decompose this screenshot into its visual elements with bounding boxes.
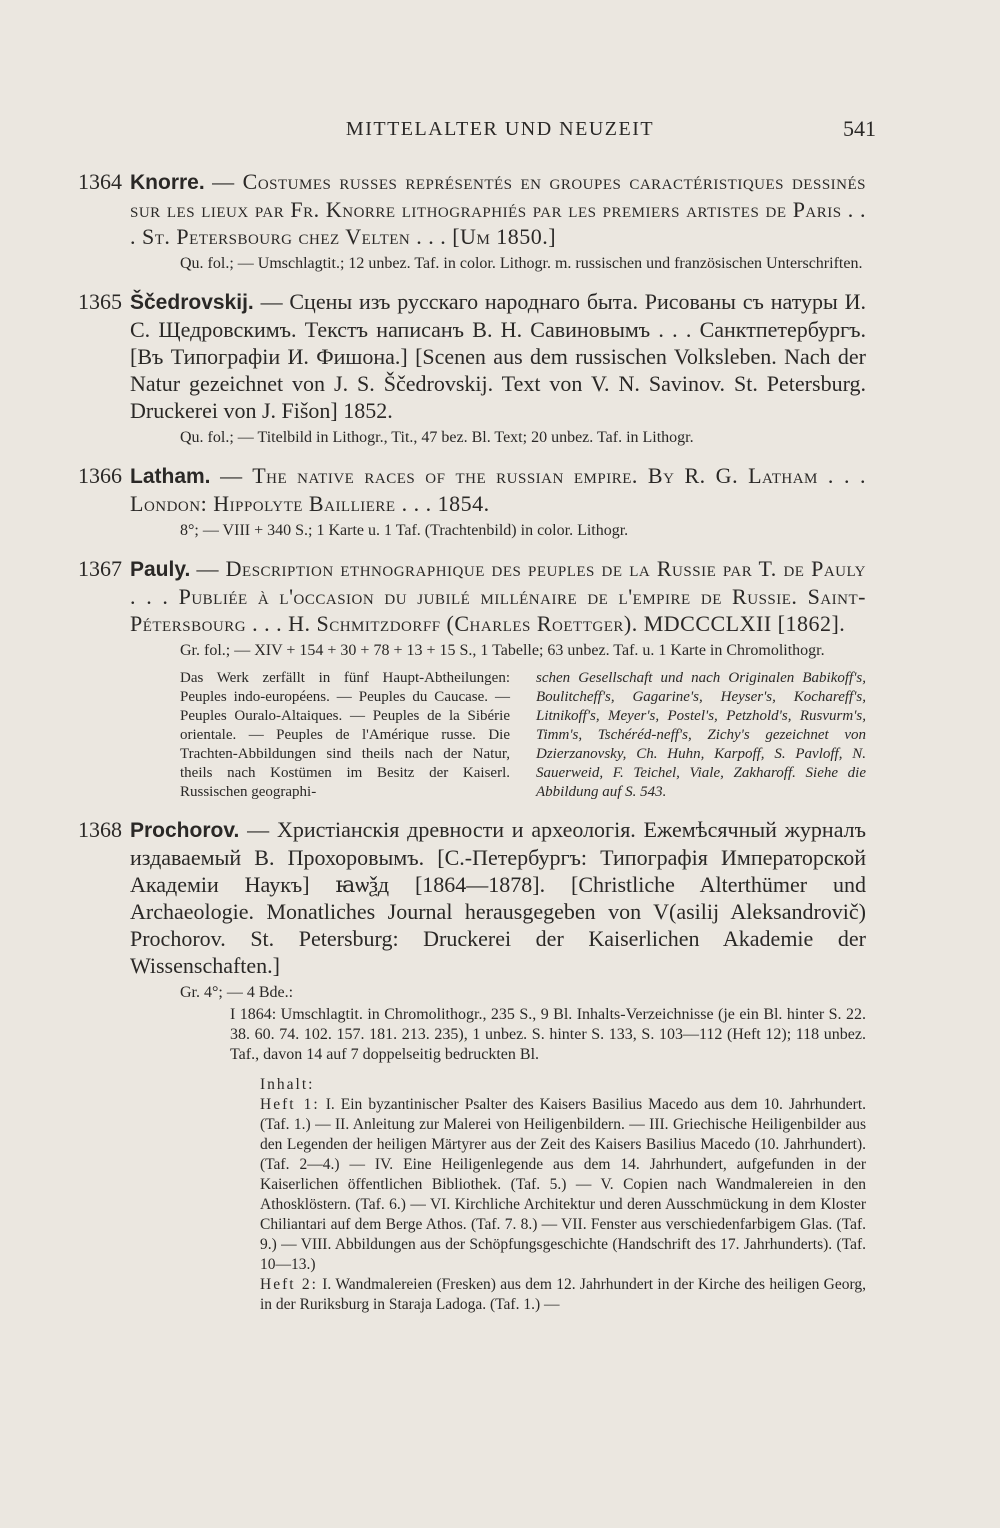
entry-1366	[78, 462, 867, 541]
entry-author: Knorre.	[130, 171, 205, 194]
entry-number: 1367	[78, 556, 122, 581]
heft-label: Heft 1:	[260, 1096, 320, 1113]
heft-contents: I. Wandmalereien (Fresken) aus dem 12. Jahrhundert in der Kirche des heiligen Georg, in der Ruriksburg in Staraja Ladoga. (Taf. 1.) —	[260, 1276, 866, 1313]
entry-author: Pauly.	[130, 558, 191, 581]
entry-heading	[78, 168, 866, 250]
heft-1	[260, 1095, 866, 1275]
entry-description: Qu. fol.; — Umschlagtit.; 12 unbez. Taf. in color. Lithogr. m. russischen und französischen Unterschriften.	[180, 255, 863, 272]
contents-block	[260, 1075, 866, 1315]
entry-description: Qu. fol.; — Titelbild in Lithogr., Tit., 47 bez. Bl. Text; 20 unbez. Taf. in Lithogr.	[180, 429, 694, 446]
entry-author: Latham.	[130, 465, 211, 488]
entry-title: — The native races of the russian empire. By R. G. Latham . . . London: Hippolyte Bailliere . . . 1854.	[130, 463, 867, 516]
entry-author: Ščedrovskij.	[130, 291, 254, 314]
entry-number: 1364	[78, 169, 122, 194]
notes-column-right: schen Gesellschaft und nach Originalen Babikoff's, Boulitcheff's, Gagarine's, Heyser's, Kochareff's, Litnikoff's, Meyer's, Postel's, Petzhold's, Rusvurm's, Timm's, Tschéréd-neff's, Zichy's gezeichnet von Dzierzanovsky, Ch. Huhn, Karpoff, S. Pavloff, N. Sauerweid, F. Teichel, Viale, Zakharoff. Siehe die Abbildung auf S. 543.	[536, 670, 866, 800]
entry-description: 8°; — VIII + 340 S.; 1 Karte u. 1 Taf. (Trachtenbild) in color. Lithogr.	[180, 522, 629, 539]
entry-heading	[78, 462, 867, 517]
heft-2	[260, 1275, 866, 1315]
entry-1364	[78, 168, 866, 274]
entry-1367	[78, 555, 866, 802]
entry-heading	[78, 555, 866, 637]
entry-title: — Христіанскія древности и археологія. Ежемѣсячный журналъ издаваемый В. Прохоровымъ. [С.-Петербургъ: Типографія Императорской Академіи Наукъ] ꙗѡѯд [1864—1878]. [Christliche Alterthümer und Archaeologie. Monatliches Journal herausgegeben von V(asilij Aleksandrovič) Prochorov. St. Petersburg: Druckerei der Kaiserlichen Akademie der Wissenschaften.]	[130, 817, 867, 978]
entry-1368	[78, 816, 867, 1315]
entry-1365	[78, 288, 867, 448]
entry-description: Gr. 4°; — 4 Bde.:	[180, 984, 294, 1001]
page-number: 541	[843, 116, 876, 141]
entry-number: 1365	[78, 289, 122, 314]
volume-line: I 1864: Umschlagtit. in Chromolithogr., 235 S., 9 Bl. Inhalts-Verzeichnisse (je ein Bl. hinter S. 22. 38. 60. 74. 102. 157. 181. 213. 235), 1 unbez. S. hinter S. 133, S. 103—112 (Heft 12); 118 unbez. Taf., davon 14 auf 7 doppelseitig bedruckten Bl.	[230, 1006, 866, 1063]
body-text	[78, 168, 867, 1329]
entry-description: Gr. fol.; — XIV + 154 + 30 + 78 + 13 + 15 S., 1 Tabelle; 63 unbez. Taf. u. 1 Karte in Chromolithogr.	[180, 642, 825, 659]
entry-title: — Costumes russes représentés en groupes caractéristiques dessinés sur les lieux par Fr. Knorre lithographiés par les premiers artistes de Paris . . . St. Petersbourg chez Velten . . . [Um 1850.]	[130, 169, 866, 249]
entry-number: 1368	[78, 817, 122, 842]
entry-heading	[78, 816, 867, 979]
entry-heading	[78, 288, 867, 424]
entry-number: 1366	[78, 463, 122, 488]
notes-column-left: Das Werk zerfällt in fünf Haupt-Abtheilungen: Peuples indo-européens. — Peuples du Caucase. — Peuples Ouralo-Altaiques. — Peuples de la Sibérie orientale. — Peuples de l'Amérique russe. Die Trachten-Abbildungen sind theils nach der Natur, theils nach Kostümen im Besitz der Kaiserl. Russischen geographi-	[180, 670, 510, 800]
contents-label: Inhalt:	[260, 1076, 315, 1093]
entry-author: Prochorov.	[130, 819, 240, 842]
heft-label: Heft 2:	[260, 1276, 318, 1293]
entry-title: — Description ethnographique des peuples de la Russie par T. de Pauly . . . Publiée à l'occasion du jubilé millénaire de l'empire de Russie. Saint-Pétersbourg . . . H. Schmitzdorff (Charles Roettger). MDCCCLXII [1862].	[130, 556, 866, 636]
entry-notes-columns	[180, 669, 866, 802]
heft-contents: I. Ein byzantinischer Psalter des Kaisers Basilius Macedo aus dem 10. Jahrhundert. (Taf. 1.) — II. Anleitung zur Malerei von Heiligenbildern. — III. Griechische Heiligenbilder aus den Legenden der heiligen Märtyrer aus der Zeit des Kaisers Basilius Macedo (10. Jahrhundert). (Taf. 2—4.) — IV. Eine Heiligenlegende aus dem 14. Jahrhundert, aufgefunden in der Kaiserlichen öffentlichen Bibliothek. (Taf. 5.) — V. Copien nach Wandmalereien in den Athosklöstern. (Taf. 6.) — VI. Kirchliche Architektur und deren Ausschmückung in dem Kloster Chiliantari auf dem Berge Athos. (Taf. 7. 8.) — VII. Fenster aus verschiedenfarbigem Glas. (Taf. 9.) — VIII. Abbildungen aus der Schöpfungsgeschichte (Handschrift des 17. Jahrhunderts). (Taf. 10—13.)	[260, 1096, 866, 1273]
entry-title: — Сцены изъ русскаго народнаго быта. Рисованы съ натуры И. С. Щедровскимъ. Текстъ написанъ В. Н. Савиновымъ . . . Санктпетербургъ. [Въ Типографіи И. Фишона.] [Scenen aus dem russischen Volksleben. Nach der Natur gezeichnet von J. S. Ščedrovskij. Text von V. N. Savinov. St. Petersburg. Druckerei von J. Fišon] 1852.	[130, 289, 867, 423]
running-head: MITTELALTER UND NEUZEIT	[345, 118, 655, 140]
